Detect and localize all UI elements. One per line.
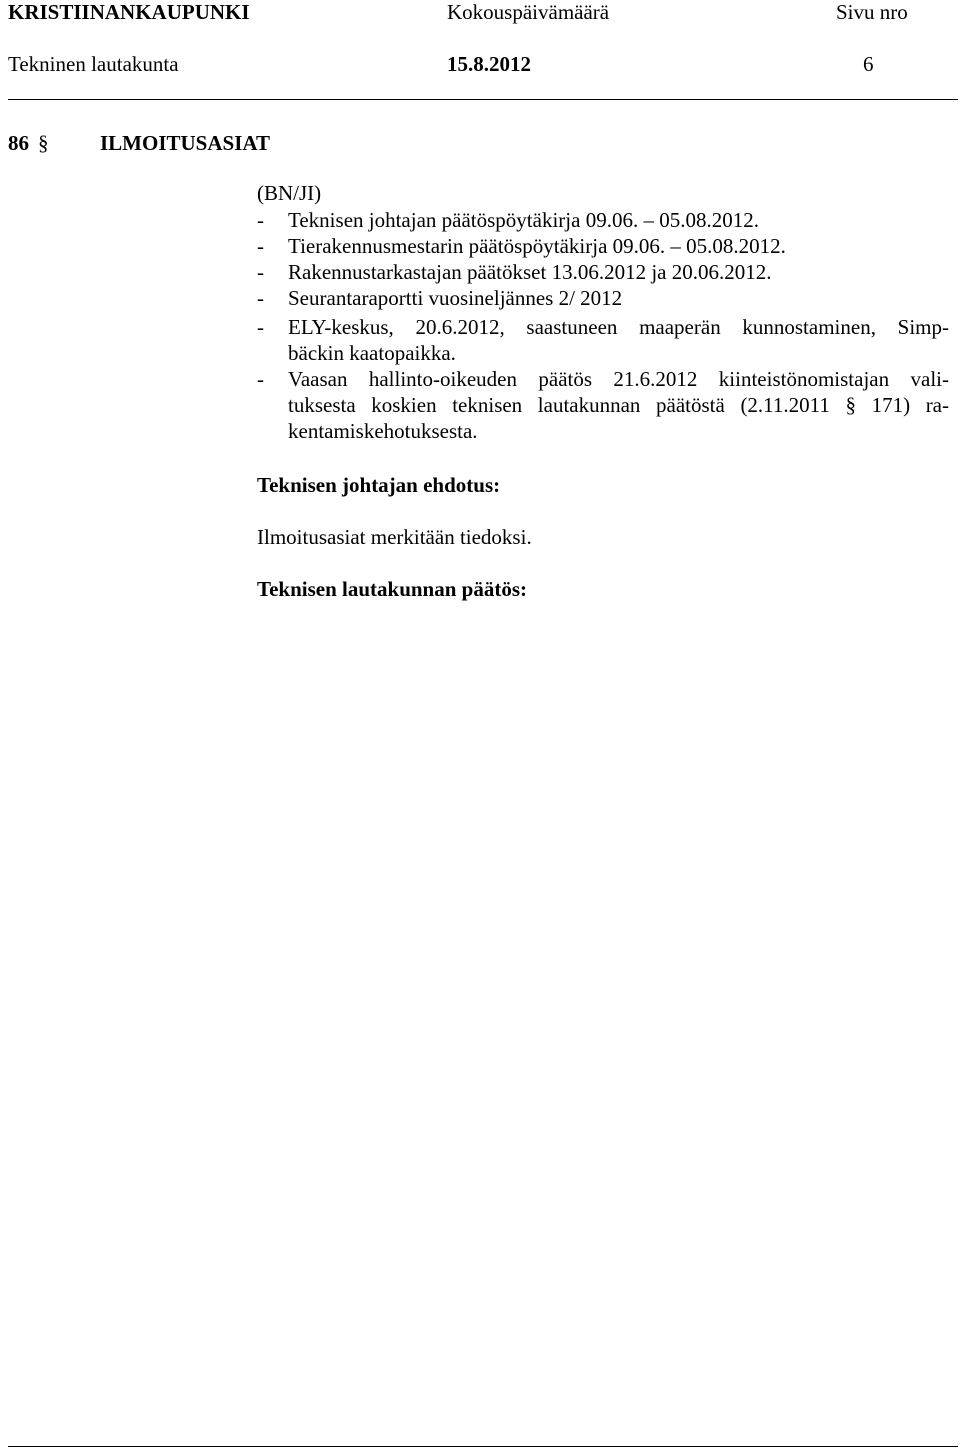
section-number: 86	[8, 131, 29, 155]
list-dash: -	[257, 208, 264, 232]
header-divider	[8, 99, 958, 100]
section-title: ILMOITUSASIAT	[100, 131, 270, 155]
list-dash: -	[257, 286, 264, 310]
footer-divider	[8, 1446, 958, 1447]
list-item-text: ELY-keskus, 20.6.2012, saastuneen maaperän kunnostaminen, Simp-	[288, 315, 949, 339]
list-item	[257, 259, 949, 285]
list-item-text: Rakennustarkastajan päätökset 13.06.2012 ja 20.06.2012.	[288, 260, 772, 284]
list-item	[257, 314, 949, 366]
list-dash: -	[257, 315, 264, 339]
list-item	[257, 366, 949, 444]
proposal-heading: Teknisen johtajan ehdotus:	[257, 473, 501, 497]
list-item-text: Vaasan hallinto-oikeuden päätös 21.6.2012 kiinteistönomistajan vali-	[288, 367, 949, 391]
decision-heading: Teknisen lautakunnan päätös:	[257, 577, 528, 601]
page-label: Sivu nro	[836, 0, 908, 24]
list-item-text-continuation: tuksesta koskien teknisen lautakunnan päätöstä (2.11.2011 § 171) ra-	[288, 393, 949, 417]
list-item	[257, 207, 949, 233]
meeting-date: 15.8.2012	[447, 52, 531, 76]
list-item	[257, 233, 949, 259]
list-item-text: Seurantaraportti vuosineljännes 2/ 2012	[288, 286, 623, 310]
list-item-text-continuation: bäckin kaatopaikka.	[288, 341, 456, 365]
section-symbol: §	[38, 131, 49, 155]
committee-name: Tekninen lautakunta	[8, 52, 179, 76]
preparer-initials: (BN/JI)	[257, 181, 322, 205]
list-item-text: Tierakennusmestarin päätöspöytäkirja 09.06. – 05.08.2012.	[288, 234, 786, 258]
list-dash: -	[257, 234, 264, 258]
meeting-date-label: Kokouspäivämäärä	[447, 0, 610, 24]
list-item	[257, 285, 949, 311]
list-item-text-continuation: kentamiskehotuksesta.	[288, 419, 478, 443]
page-number: 6	[863, 52, 874, 76]
list-item-text: Teknisen johtajan päätöspöytäkirja 09.06. – 05.08.2012.	[288, 208, 759, 232]
list-dash: -	[257, 260, 264, 284]
proposal-text: Ilmoitusasiat merkitään tiedoksi.	[257, 525, 532, 549]
list-dash: -	[257, 367, 264, 391]
organization-name: KRISTIINANKAUPUNKI	[8, 0, 250, 24]
